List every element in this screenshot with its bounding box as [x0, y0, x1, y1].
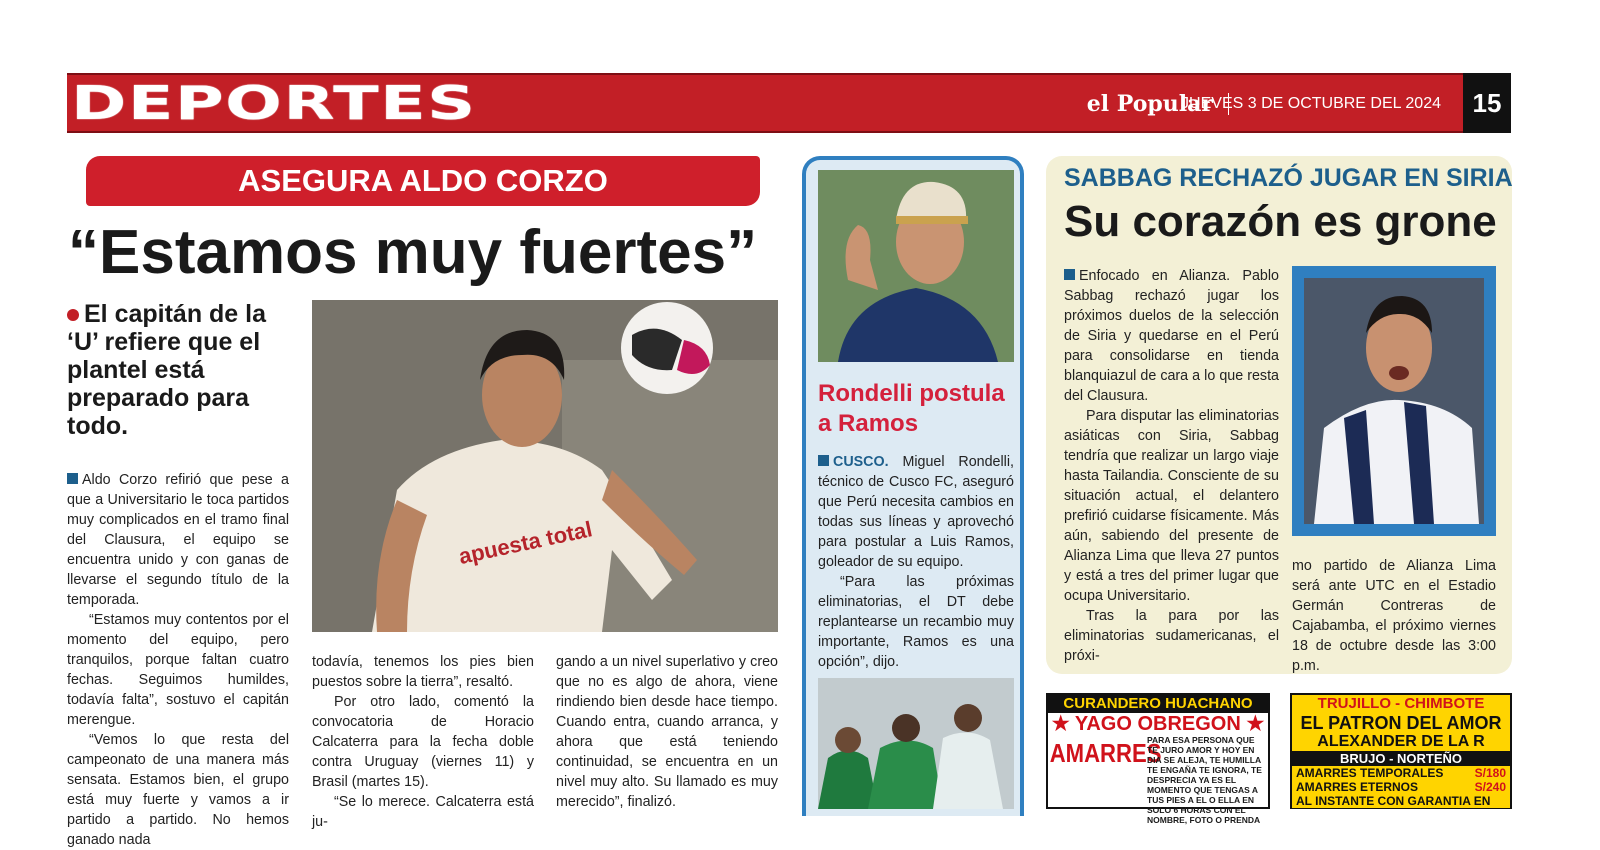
newspaper-brand: el Popular	[1086, 91, 1213, 117]
main-article-deck	[67, 300, 289, 440]
dateline-tag: CUSCO.	[833, 454, 889, 470]
ad-price-row: AMARRES TEMPORALES S/180	[1292, 766, 1510, 780]
section-title: DEPORTES	[71, 76, 477, 130]
main-article-column-1	[67, 470, 289, 850]
ad-text: PARA ESA PERSONA QUE TE JURO AMOR Y HOY EN DIA SE ALEJA, TE HUMILLA TE ENGAÑA TE IGNORA, TE DESPRECIA YA ES EL MOMENTO QUE TENGAS A TUS PIES A EL O ELLA EN SOLO 6 HORAS CON EL NOMBRE, FOTO O PRENDA	[1147, 735, 1262, 825]
players-photo	[818, 678, 1014, 809]
paragraph: Enfocado en Alianza. Pablo Sabbag rechazó jugar los próximos duelos de la selección de Siria y quedarse en el Perú para consolidarse en tienda blanquiazul de cara a lo que resta del Clausura.	[1064, 268, 1279, 404]
paragraph: “Se lo merece. Calcaterra está ju-	[312, 794, 534, 830]
ad-line: AL INSTANTE CON GARANTIA EN	[1292, 794, 1510, 808]
player-with-ball-illustration	[312, 300, 778, 632]
ad-name: ★ YAGO OBREGON ★	[1051, 713, 1265, 735]
ad-line: ALEXANDER DE LA R	[1292, 733, 1510, 751]
paragraph: “Para las próximas eliminatorias, el DT debe replantearse un recambio muy importante, Ramos es una opción”, dijo.	[818, 574, 1014, 670]
paragraph-marker-icon	[67, 473, 78, 484]
right-article-headline: Su corazón es grone	[1064, 197, 1497, 246]
ad-price-row: AMARRES ETERNOS S/240	[1292, 780, 1510, 794]
paragraph-marker-icon	[818, 455, 829, 466]
team-players-illustration	[818, 678, 1014, 809]
section-header-bar	[67, 73, 1511, 133]
right-article-column-2	[1292, 556, 1496, 676]
right-article-kicker: SABBAG RECHAZÓ JUGAR EN SIRIA	[1064, 164, 1513, 192]
paragraph: “Vemos lo que resta del campeonato de una manera más sensata. Estamos bien, el grupo está muy fuerte y vamos a ir partido a partido. No hemos ganado nada	[67, 732, 289, 848]
ad-line: BRUJO - NORTEÑO	[1339, 751, 1463, 766]
paragraph: Por otro lado, comentó la convocatoria de Horacio Calcaterra para la fecha doble contra Uruguay (viernes 11) y Brasil (martes 15).	[312, 694, 534, 790]
ad-title: TRUJILLO - CHIMBOTE	[1292, 695, 1510, 713]
pablo-sabbag-photo	[1292, 266, 1496, 536]
deck-text: El capitán de la ‘U’ refiere que el plantel está preparado para todo.	[67, 300, 267, 440]
main-article-headline: “Estamos muy fuertes”	[68, 218, 758, 287]
paragraph: gando a un nivel superlativo y creo que no es algo de ahora, viene rindiendo bien desde hace tiempo. Cuando entra, cuando arranca, y ahora que está teniendo continuidad, se encuentra en un nivel muy alto. Su llamado es muy merecido”, finalizó.	[556, 654, 778, 810]
paragraph: Tras la para por las eliminatorias sudamericanas, el próxi-	[1064, 608, 1279, 664]
paragraph: Aldo Corzo refirió que pese a que a Universitario le toca partidos muy complicados en el tramo final del Clausura, el equipo se encuentra unido y con ganas de llevarse el segundo título de la temporada.	[67, 472, 289, 608]
ball-bullet-icon	[67, 309, 79, 321]
side-article-headline: Rondelli postula a Ramos	[818, 380, 1005, 437]
right-article-column-1	[1064, 266, 1279, 666]
paragraph: “Estamos muy contentos por el momento del equipo, pero tranquilos, porque faltan cuatro fechas. Seguimos humildes, todavía falta”, sostuvo el capitán merengue.	[67, 612, 289, 728]
ad-title: CURANDERO HUACHANO	[1048, 695, 1268, 713]
main-article-kicker: ASEGURA ALDO CORZO	[86, 156, 760, 206]
issue-date: JUEVES 3 DE OCTUBRE DEL 2024	[1181, 95, 1441, 112]
ad-line: EL PATRON DEL AMOR	[1292, 713, 1510, 733]
paragraph: Miguel Rondelli, técnico de Cusco FC, aseguró que Perú necesita cambios en todas sus líneas y aprovechó para postular a Luis Ramos, goleador de su equipo.	[818, 454, 1014, 570]
main-article-column-3	[556, 652, 778, 812]
ad-big-word: AMARRES	[1049, 738, 1162, 768]
miguel-rondelli-photo	[818, 170, 1014, 362]
paragraph: mo partido de Alianza Lima será ante UTC en el Estadio Germán Contreras de Cajabamba, el próximo viernes 18 de octubre desde las 3:00 p.m.	[1292, 558, 1496, 674]
classified-ad-trujillo	[1290, 693, 1512, 809]
paragraph: Para disputar las eliminatorias asiáticas con Siria, Sabbag tendría que realizar un largo viaje hasta Tailandia. Consciente de su situación actual, el delantero prefirió cuidarse físicamente. Más aún, sabiendo del presente de Alianza Lima que lleva 27 puntos y está a tres del primer lugar que ocupa Universitario.	[1064, 408, 1279, 604]
coach-illustration	[818, 170, 1014, 362]
main-article-column-2	[312, 652, 534, 832]
classified-ad-curandero	[1046, 693, 1270, 825]
side-article-body	[818, 452, 1014, 672]
page-number: 15	[1463, 73, 1511, 133]
jersey-sponsor: apuesta total	[456, 516, 595, 569]
player-celebrating-illustration	[1304, 278, 1484, 524]
aldo-corzo-photo	[312, 300, 778, 632]
paragraph: todavía, tenemos los pies bien puestos sobre la tierra”, resaltó.	[312, 654, 534, 690]
paragraph-marker-icon	[1064, 269, 1075, 280]
